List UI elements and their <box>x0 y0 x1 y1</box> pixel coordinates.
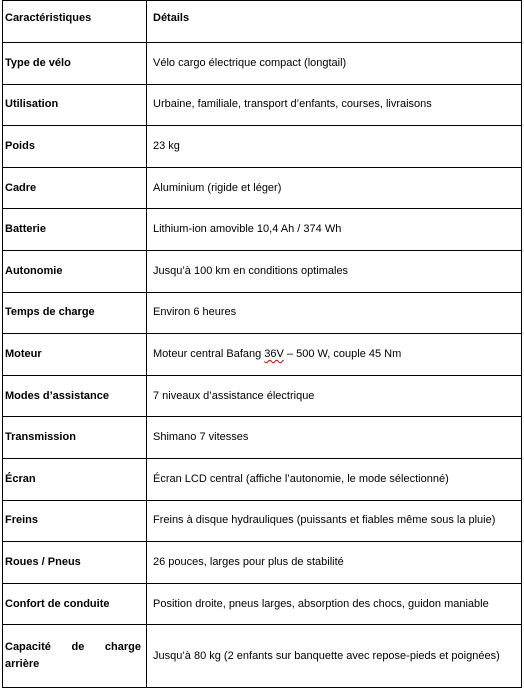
header-value-cell: Détails <box>147 1 522 43</box>
row-value-freins: Freins à disque hydrauliques (puissants et fiables même sous la pluie) <box>147 500 522 542</box>
table-row <box>3 583 522 625</box>
row-value-utilisation: Urbaine, familiale, transport d’enfants, courses, livraisons <box>147 84 522 126</box>
row-value-cadre: Aluminium (rigide et léger) <box>147 167 522 209</box>
row-key-poids: Poids <box>3 126 147 168</box>
row-key-type-de-velo: Type de vélo <box>3 43 147 85</box>
moteur-text-before: Moteur central Bafang <box>153 347 265 360</box>
row-key-modes-assistance: Modes d’assistance <box>3 375 147 417</box>
header-key-cell: Caractéristiques <box>3 1 147 43</box>
row-value-type-de-velo: Vélo cargo électrique compact (longtail) <box>147 43 522 85</box>
table-row <box>3 500 522 542</box>
row-value-poids: 23 kg <box>147 126 522 168</box>
row-key-cadre: Cadre <box>3 167 147 209</box>
row-key-autonomie: Autonomie <box>3 250 147 292</box>
table-row <box>3 417 522 459</box>
row-key-capacite-de-charge: Capacité de charge arrière <box>3 625 147 688</box>
row-value-autonomie: Jusqu’à 100 km en conditions optimales <box>147 250 522 292</box>
table-header-row <box>3 1 522 43</box>
row-key-confort-de-conduite: Confort de conduite <box>3 583 147 625</box>
row-value-confort-de-conduite: Position droite, pneus larges, absorption des chocs, guidon maniable <box>147 583 522 625</box>
table-row <box>3 126 522 168</box>
row-value-moteur <box>147 334 522 376</box>
row-value-batterie: Lithium-ion amovible 10,4 Ah / 374 Wh <box>147 209 522 251</box>
table-row <box>3 167 522 209</box>
row-value-ecran: Écran LCD central (affiche l’autonomie, le mode sélectionné) <box>147 458 522 500</box>
table-row <box>3 84 522 126</box>
row-value-capacite-de-charge: Jusqu’à 80 kg (2 enfants sur banquette avec repose-pieds et poignées) <box>147 625 522 688</box>
table-row <box>3 43 522 85</box>
row-key-roues-pneus: Roues / Pneus <box>3 542 147 584</box>
moteur-text-after: – 500 W, couple 45 Nm <box>283 347 402 360</box>
row-value-temps-de-charge: Environ 6 heures <box>147 292 522 334</box>
row-key-transmission: Transmission <box>3 417 147 459</box>
row-key-utilisation: Utilisation <box>3 84 147 126</box>
row-value-roues-pneus: 26 pouces, larges pour plus de stabilité <box>147 542 522 584</box>
table-row <box>3 375 522 417</box>
row-key-batterie: Batterie <box>3 209 147 251</box>
spellcheck-flagged-word: 36V <box>264 347 284 360</box>
row-value-transmission: Shimano 7 vitesses <box>147 417 522 459</box>
row-key-freins: Freins <box>3 500 147 542</box>
table-row <box>3 542 522 584</box>
row-key-temps-de-charge: Temps de charge <box>3 292 147 334</box>
table-row <box>3 334 522 376</box>
row-key-moteur: Moteur <box>3 334 147 376</box>
row-value-modes-assistance: 7 niveaux d’assistance électrique <box>147 375 522 417</box>
table-row <box>3 209 522 251</box>
table-row <box>3 458 522 500</box>
table-row <box>3 292 522 334</box>
spec-table <box>2 0 522 688</box>
row-key-ecran: Écran <box>3 458 147 500</box>
table-row <box>3 625 522 688</box>
table-row <box>3 250 522 292</box>
